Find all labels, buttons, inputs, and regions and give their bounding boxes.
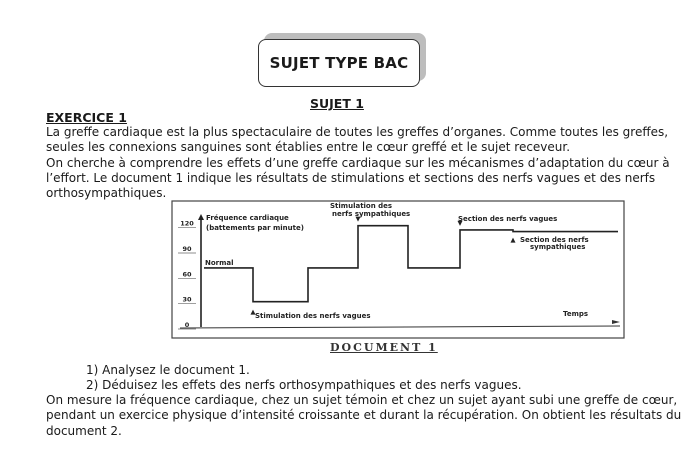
followup-line: On mesure la fréquence cardiaque, chez un sujet témoin et chez un sujet ayant subi une greffe de cœur, — [46, 393, 678, 407]
y-tick-label: 120 — [180, 219, 194, 228]
question-2 — [86, 378, 522, 392]
annotation-sympathetic-stimulation: Stimulation des — [330, 202, 393, 210]
followup-paragraph — [46, 393, 681, 439]
y-tick-label: 0 — [184, 321, 190, 329]
y-tick-label: 90 — [182, 245, 192, 253]
x-axis — [180, 326, 620, 328]
y-axis-label-unit: (battements par minute) — [206, 224, 304, 232]
question-number: 1) — [86, 363, 99, 377]
y-axis-label: Fréquence cardiaque — [206, 214, 289, 222]
followup-line: pendant un exercice physique d’intensité croissante et durant la récupération. On obtient les résultats du — [46, 408, 682, 423]
question-text: Analysez le document 1. — [102, 363, 250, 377]
subject-heading: SUJET 1 — [310, 96, 364, 111]
annotation-sympathetic-stimulation-2: nerfs sympathiques — [332, 210, 411, 218]
intro-line: seules les connexions sanguines sont établies entre le cœur greffé et le sujet receveur. — [46, 140, 571, 155]
x-axis-arrow-icon — [612, 320, 620, 324]
annotation-sympathetic-section-2: sympathiques — [530, 243, 586, 251]
intro-line: La greffe cardiaque est la plus spectaculaire de toutes les greffes d’organes. Comme toutes les greffes, — [46, 125, 669, 139]
y-tick-label: 30 — [182, 295, 192, 304]
page-title: SUJET TYPE BAC — [269, 54, 409, 72]
event-arrow-icon — [511, 238, 516, 243]
x-axis-label: Temps — [563, 310, 589, 318]
annotation-vagus-section: Section des nerfs vagues — [458, 215, 558, 223]
intro-line: l’effort. Le document 1 indique les résultats de stimulations et sections des nerfs vagues et des nerfs — [46, 170, 656, 185]
exercise-heading: EXERCICE 1 — [46, 110, 127, 125]
followup-line: document 2. — [46, 423, 122, 438]
document-caption: DOCUMENT 1 — [330, 341, 438, 354]
y-axis-arrow-icon — [198, 214, 204, 220]
y-tick-label: 60 — [182, 270, 192, 279]
annotation-normal: Normal — [205, 259, 234, 267]
question-1 — [86, 363, 250, 377]
intro-line: On cherche à comprendre les effets d’une greffe cardiaque sur les mécanismes d’adaptation du cœur à — [46, 155, 670, 170]
intro-line: orthosympathiques. — [46, 186, 167, 201]
question-number: 2) — [86, 378, 99, 392]
annotation-sympathetic-section: Section des nerfs — [520, 236, 589, 244]
annotation-vagus-stimulation: Stimulation des nerfs vagues — [255, 312, 371, 320]
question-text: Déduisez les effets des nerfs orthosympathiques et des nerfs vagues. — [102, 378, 522, 392]
